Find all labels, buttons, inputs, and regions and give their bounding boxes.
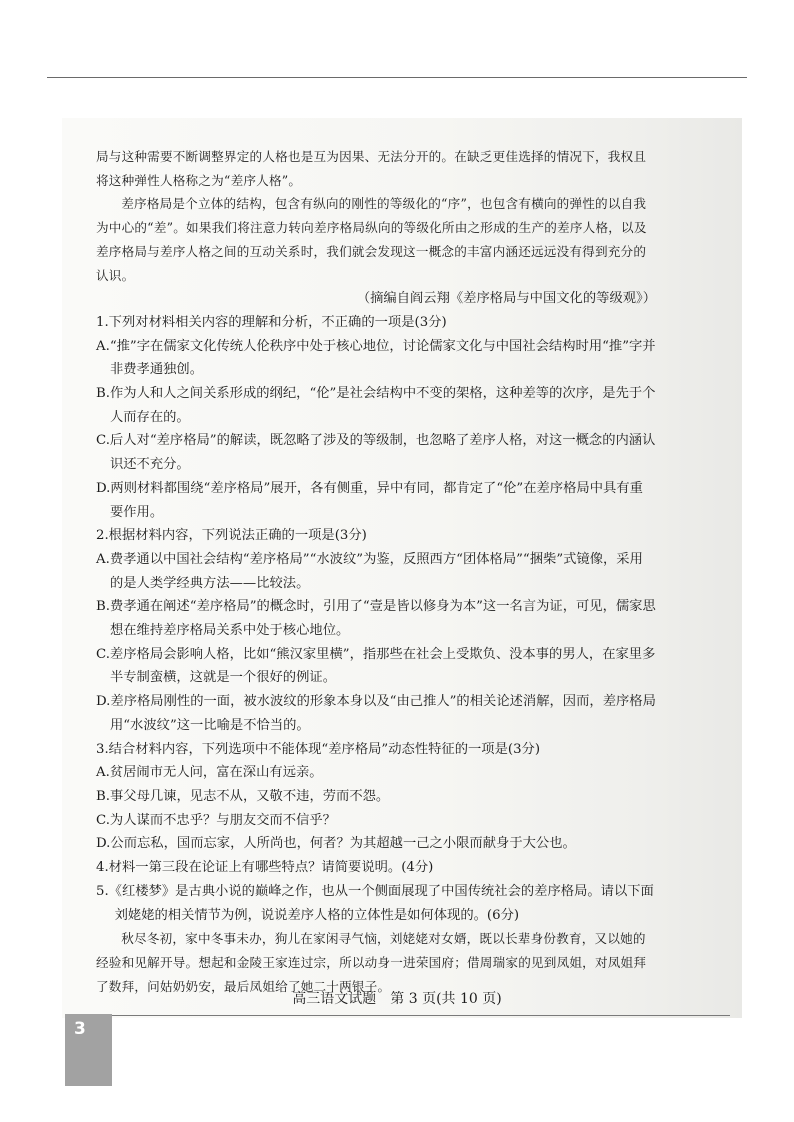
novel-excerpt: 秋尽冬初，家中冬事未办，狗儿在家闲寻气恼，刘姥姥对女婿，既以长辈身份教育，又以她的经验和见解开导。想起和金陵王家连过宗，所以动身一进荣国府；借周瑞家的见到凤姐，对凤姐拜了数拜，问姑奶奶安，最后凤姐给了她二十两银子。 [96,931,647,994]
question-1-option-d: D.两则材料都围绕“差序格局”展开，各有侧重，异中有同，都肯定了“伦”在差序格局中具有重要作用。 [96,480,643,520]
question-4-stem: 4.材料一第三段在论证上有哪些特点？请简要说明。(4分) [96,860,434,876]
passage-source: （摘编自阎云翔《差序格局与中国文化的等级观》） [356,291,656,307]
question-3-option-d: D.公而忘私，国而忘家，人所尚也，何者？为其超越一己之小限而献身于大公也。 [96,836,576,852]
question-2-option-c: C.差序格局会影响人格，比如“熊汉家里横”，指那些在社会上受欺负、没本事的男人，在家里多半专制蛮横，这就是一个很好的例证。 [96,646,656,686]
passage-paragraph-1: 局与这种需要不断调整界定的人格也是互为因果、无法分开的。在缺乏更佳选择的情况下，我权且将这种弹性人格称之为“差序人格”。 [96,149,647,188]
question-1-option-b: B.作为人和人之间关系形成的纲纪，“伦”是社会结构中不变的架格，这种差等的次序，是先于个人而存在的。 [96,386,656,425]
question-1-option-c: C.后人对“差序格局”的解读，既忽略了涉及的等级制，也忽略了差序人格，对这一概念的内涵认识还不充分。 [96,433,656,473]
question-1-option-a: A.“推”字在儒家文化传统人伦秩序中处于核心地位，讨论儒家文化与中国社会结构时用“推”字并非费孝通独创。 [96,338,656,378]
footer-rule [110,1015,730,1016]
question-1-stem: 1.下列对材料相关内容的理解和分析，不正确的一项是(3分) [96,314,447,330]
question-3-option-c: C.为人谋而不忠乎？与朋友交而不信乎？ [96,812,336,828]
question-2-option-b: B.费孝通在阐述“差序格局”的概念时，引用了“壹是皆以修身为本”这一名言为证，可见，儒家思想在维持差序格局关系中处于核心地位。 [96,599,656,639]
question-2-stem: 2.根据材料内容，下列说法正确的一项是(3分) [96,528,367,544]
question-3-option-b: B.事父母几谏，见志不从，又敬不违，劳而不怨。 [96,788,390,804]
passage-paragraph-2: 差序格局是个立体的结构，包含有纵向的刚性的等级化的“序”，也包含有横向的弹性的以自我为中心的“差”。如果我们将注意力转向差序格局纵向的等级化所由之形成的生产的差序人格，以及差序格局与差序人格之间的互动关系时，我们就会发现这一概念的丰富内涵还远远没有得到充分的认识。 [96,196,647,283]
page-number: 3 [74,1019,86,1039]
page-number-tab [65,1014,112,1086]
exam-content [96,145,656,998]
question-3-stem: 3.结合材料内容，下列选项中不能体现“差序格局”动态性特征的一项是(3分) [96,741,541,757]
page-footer: 高三语文试题 第 3 页(共 10 页) [292,991,502,1007]
question-2-option-a: A.费孝通以中国社会结构“差序格局”“水波纹”为鉴，反照西方“团体格局”“捆柴”式镜像，采用的是人类学经典方法——比较法。 [96,551,643,591]
header-rule [47,77,747,78]
question-2-option-d: D.差序格局刚性的一面，被水波纹的形象本身以及“由己推人”的相关论述消解，因而，差序格局用“水波纹”这一比喻是不恰当的。 [96,694,656,733]
question-3-option-a: A.贫居闹市无人问，富在深山有远亲。 [96,765,323,781]
question-5-stem: 5.《红楼梦》是古典小说的巅峰之作，也从一个侧面展现了中国传统社会的差序格局。请以下面刘姥姥的相关情节为例，说说差序人格的立体性是如何体现的。(6分) [96,883,654,923]
